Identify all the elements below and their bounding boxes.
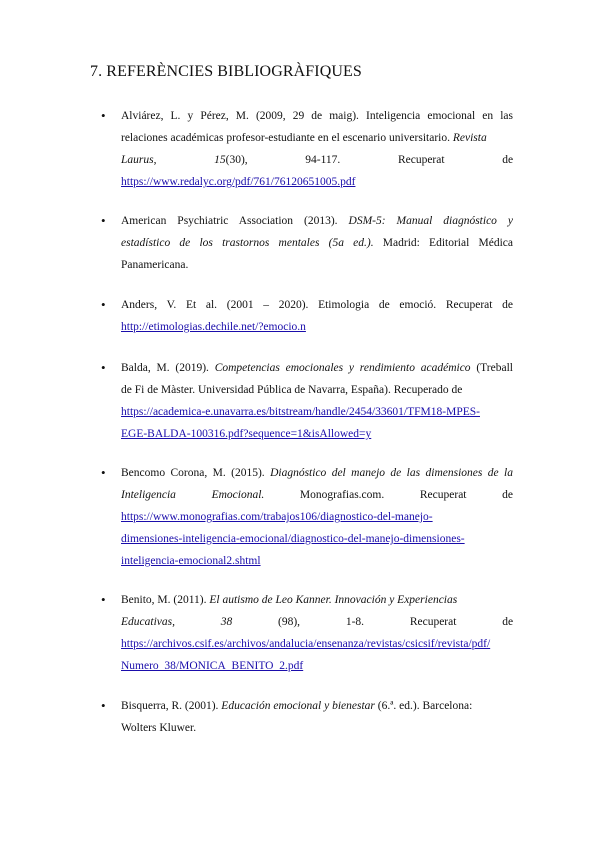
ref-line: Inteligencia Emocional. Monografias.com. Recuperat de [121, 489, 514, 501]
ref-line: relaciones académicas profesor-estudiante en el escenario universitario. Revista [121, 132, 487, 144]
bullet: • [101, 108, 106, 123]
ref-link[interactable]: https://academica-e.unavarra.es/bitstream/handle/2454/33601/TFM18-MPES- [121, 406, 480, 418]
bullet: • [101, 698, 106, 713]
ref-line: Balda, M. (2019). Competencias emocionales y rendimiento académico (Treball [121, 362, 513, 374]
bullet: • [101, 213, 106, 228]
ref-line: Bisquerra, R. (2001). Educación emocional y bienestar (6.ª. ed.). Barcelona: [121, 700, 473, 712]
ref-line: Wolters Kluwer. [121, 722, 197, 734]
bullet: • [101, 592, 106, 607]
ref-line: Educativas, 38 (98), 1-8. Recuperat de [121, 616, 514, 628]
bullet: • [101, 297, 106, 312]
ref-line: de Fi de Màster. Universidad Pública de Navarra, España). Recuperado de [121, 384, 463, 396]
ref-line: American Psychiatric Association (2013). DSM-5: Manual diagnóstico y [121, 215, 514, 227]
ref-line: Anders, V. Et al. (2001 – 2020). Etimologia de emoció. Recuperat de [121, 299, 513, 311]
ref-line: estadístico de los trastornos mentales (5a ed.). Madrid: Editorial Médica [121, 237, 513, 249]
ref-line: Bencomo Corona, M. (2015). Diagnóstico del manejo de las dimensiones de la [121, 467, 513, 479]
ref-link[interactable]: http://etimologias.dechile.net/?emocio.n [121, 321, 306, 333]
ref-link[interactable]: inteligencia-emocional2.shtml [121, 555, 261, 567]
ref-link[interactable]: https://www.redalyc.org/pdf/761/76120651005.pdf [121, 176, 356, 188]
ref-line: Panamericana. [121, 259, 189, 271]
section-heading: 7. REFERÈNCIES BIBLIOGRÀFIQUES [90, 63, 362, 80]
ref-link[interactable]: Numero_38/MONICA_BENITO_2.pdf [121, 660, 304, 672]
bullet: • [101, 360, 106, 375]
ref-line: Laurus, 15(30), 94-117. Recuperat de [121, 154, 514, 166]
bullet: • [101, 465, 106, 480]
ref-link[interactable]: https://archivos.csif.es/archivos/andalucia/ensenanza/revistas/csicsif/revista/pdf/ [121, 638, 491, 650]
ref-line: Alviárez, L. y Pérez, M. (2009, 29 de maig). Inteligencia emocional en las [121, 110, 513, 122]
ref-line: Benito, M. (2011). El autismo de Leo Kanner. Innovación y Experiencias [121, 594, 458, 606]
ref-link[interactable]: dimensiones-inteligencia-emocional/diagnostico-del-manejo-dimensiones- [121, 533, 465, 545]
ref-link[interactable]: EGE-BALDA-100316.pdf?sequence=1&isAllowed=y [121, 428, 372, 440]
ref-link[interactable]: https://www.monografias.com/trabajos106/diagnostico-del-manejo- [121, 511, 433, 523]
